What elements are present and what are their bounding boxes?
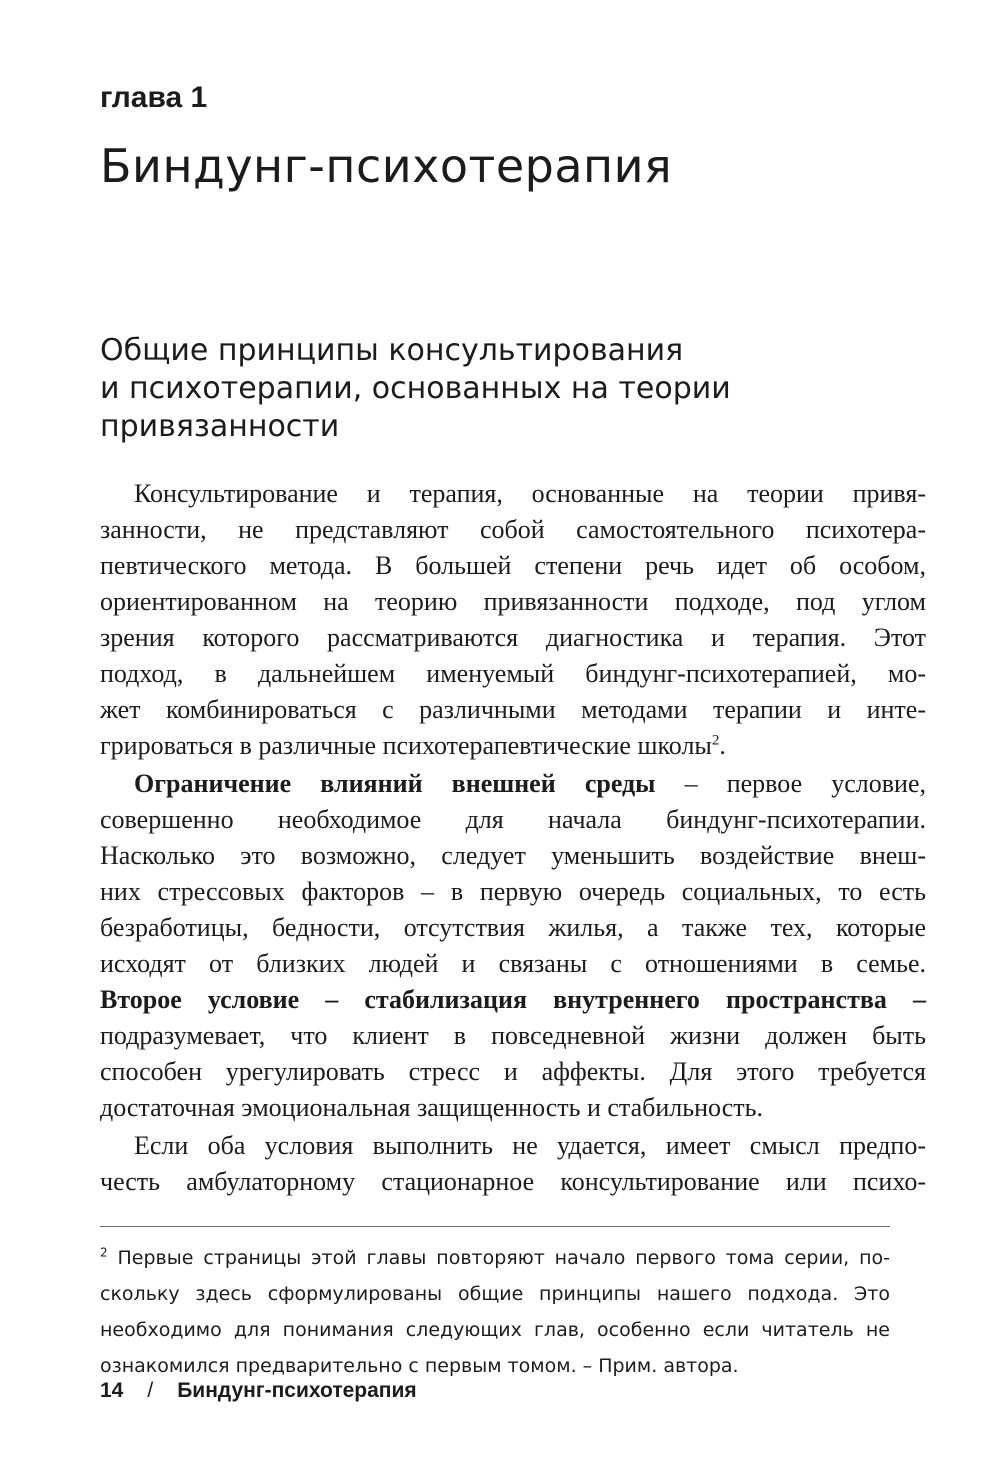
text-fragment: Первые страницы этой главы повторяют начало первого тома серии, по- (107, 1247, 890, 1269)
text-fragment: . (719, 731, 726, 760)
text-line: совершенно необходимое для начала биндунг-психотерапии. (100, 805, 926, 834)
body-text (100, 476, 926, 1200)
footnote-line: необходимо для понимания следующих глав, особенно если читатель не (100, 1319, 890, 1341)
section-heading (100, 332, 900, 446)
footnote-number: 2 (100, 1245, 108, 1260)
text-line: безработицы, бедности, отсутствия жилья, а также тех, которые (100, 913, 926, 942)
bold-term: Второе условие – стабилизация внутреннего пространства (100, 985, 887, 1014)
section-heading-line: Общие принципы консультирования (100, 333, 684, 368)
text-line: зрения которого рассматриваются диагностика и терапия. Этот (100, 623, 926, 652)
footnote-line: скольку здесь сформулированы общие принципы нашего подхода. Это (100, 1283, 890, 1305)
text-line: Если оба условия выполнить не удается, имеет смысл предпо- (134, 1131, 926, 1160)
footnote-divider (100, 1226, 890, 1227)
running-title: Биндунг-психотерапия (177, 1379, 417, 1402)
text-line: исходят от близких людей и связаны с отношениями в семье. (100, 949, 926, 978)
footnote-line (100, 1240, 890, 1276)
section-heading-line: и психотерапии, основанных на теории (100, 371, 731, 406)
text-fragment: – (886, 985, 927, 1014)
page-number: 14 (100, 1379, 124, 1402)
text-line: способен урегулировать стресс и аффекты. Для этого требуется (100, 1057, 926, 1086)
chapter-label: глава 1 (100, 81, 208, 114)
text-line (100, 982, 926, 1018)
footnote-reference[interactable]: 2 (711, 732, 720, 749)
text-line: подразумевает, что клиент в повседневной жизни должен быть (100, 1021, 926, 1050)
text-line: жет комбинироваться с различными методами терапии и инте- (100, 695, 926, 724)
text-line: певтического метода. В большей степени речь идет об особом, (100, 551, 926, 580)
paragraph-2 (100, 766, 926, 1126)
footnote (100, 1240, 890, 1384)
chapter-title: Биндунг-психотерапия (100, 139, 673, 193)
text-line: достаточная эмоциональная защищенность и стабильность. (100, 1093, 763, 1122)
text-line (100, 728, 926, 764)
text-line: Насколько это возможно, следует уменьшить воздействие внеш- (100, 841, 926, 870)
text-line (100, 766, 926, 802)
paragraph-3 (100, 1128, 926, 1200)
text-fragment: – первое условие, (655, 769, 926, 798)
text-line: ориентированном на теорию привязанности подходе, под углом (100, 587, 926, 616)
paragraph-1 (100, 476, 926, 764)
text-line: них стрессовых факторов – в первую очередь социальных, то есть (100, 877, 926, 906)
text-line: занности, не представляют собой самостоятельного психотера- (100, 515, 926, 544)
text-fragment: грироваться в различные психотерапевтические школы (100, 731, 712, 760)
footnote-line: ознакомился предварительно с первым томом. – Прим. автора. (100, 1355, 739, 1377)
text-line: Консультирование и терапия, основанные на теории привя- (134, 479, 926, 508)
text-line: подход, в дальнейшем именуемый биндунг-психотерапией, мо- (100, 659, 926, 688)
running-footer (100, 1376, 417, 1406)
bold-term: Ограничение влияний внешней среды (134, 769, 656, 798)
text-line: честь амбулаторному стационарное консультирование или психо- (100, 1167, 926, 1196)
footer-separator: / (147, 1379, 154, 1402)
section-heading-line: привязанности (100, 409, 340, 444)
